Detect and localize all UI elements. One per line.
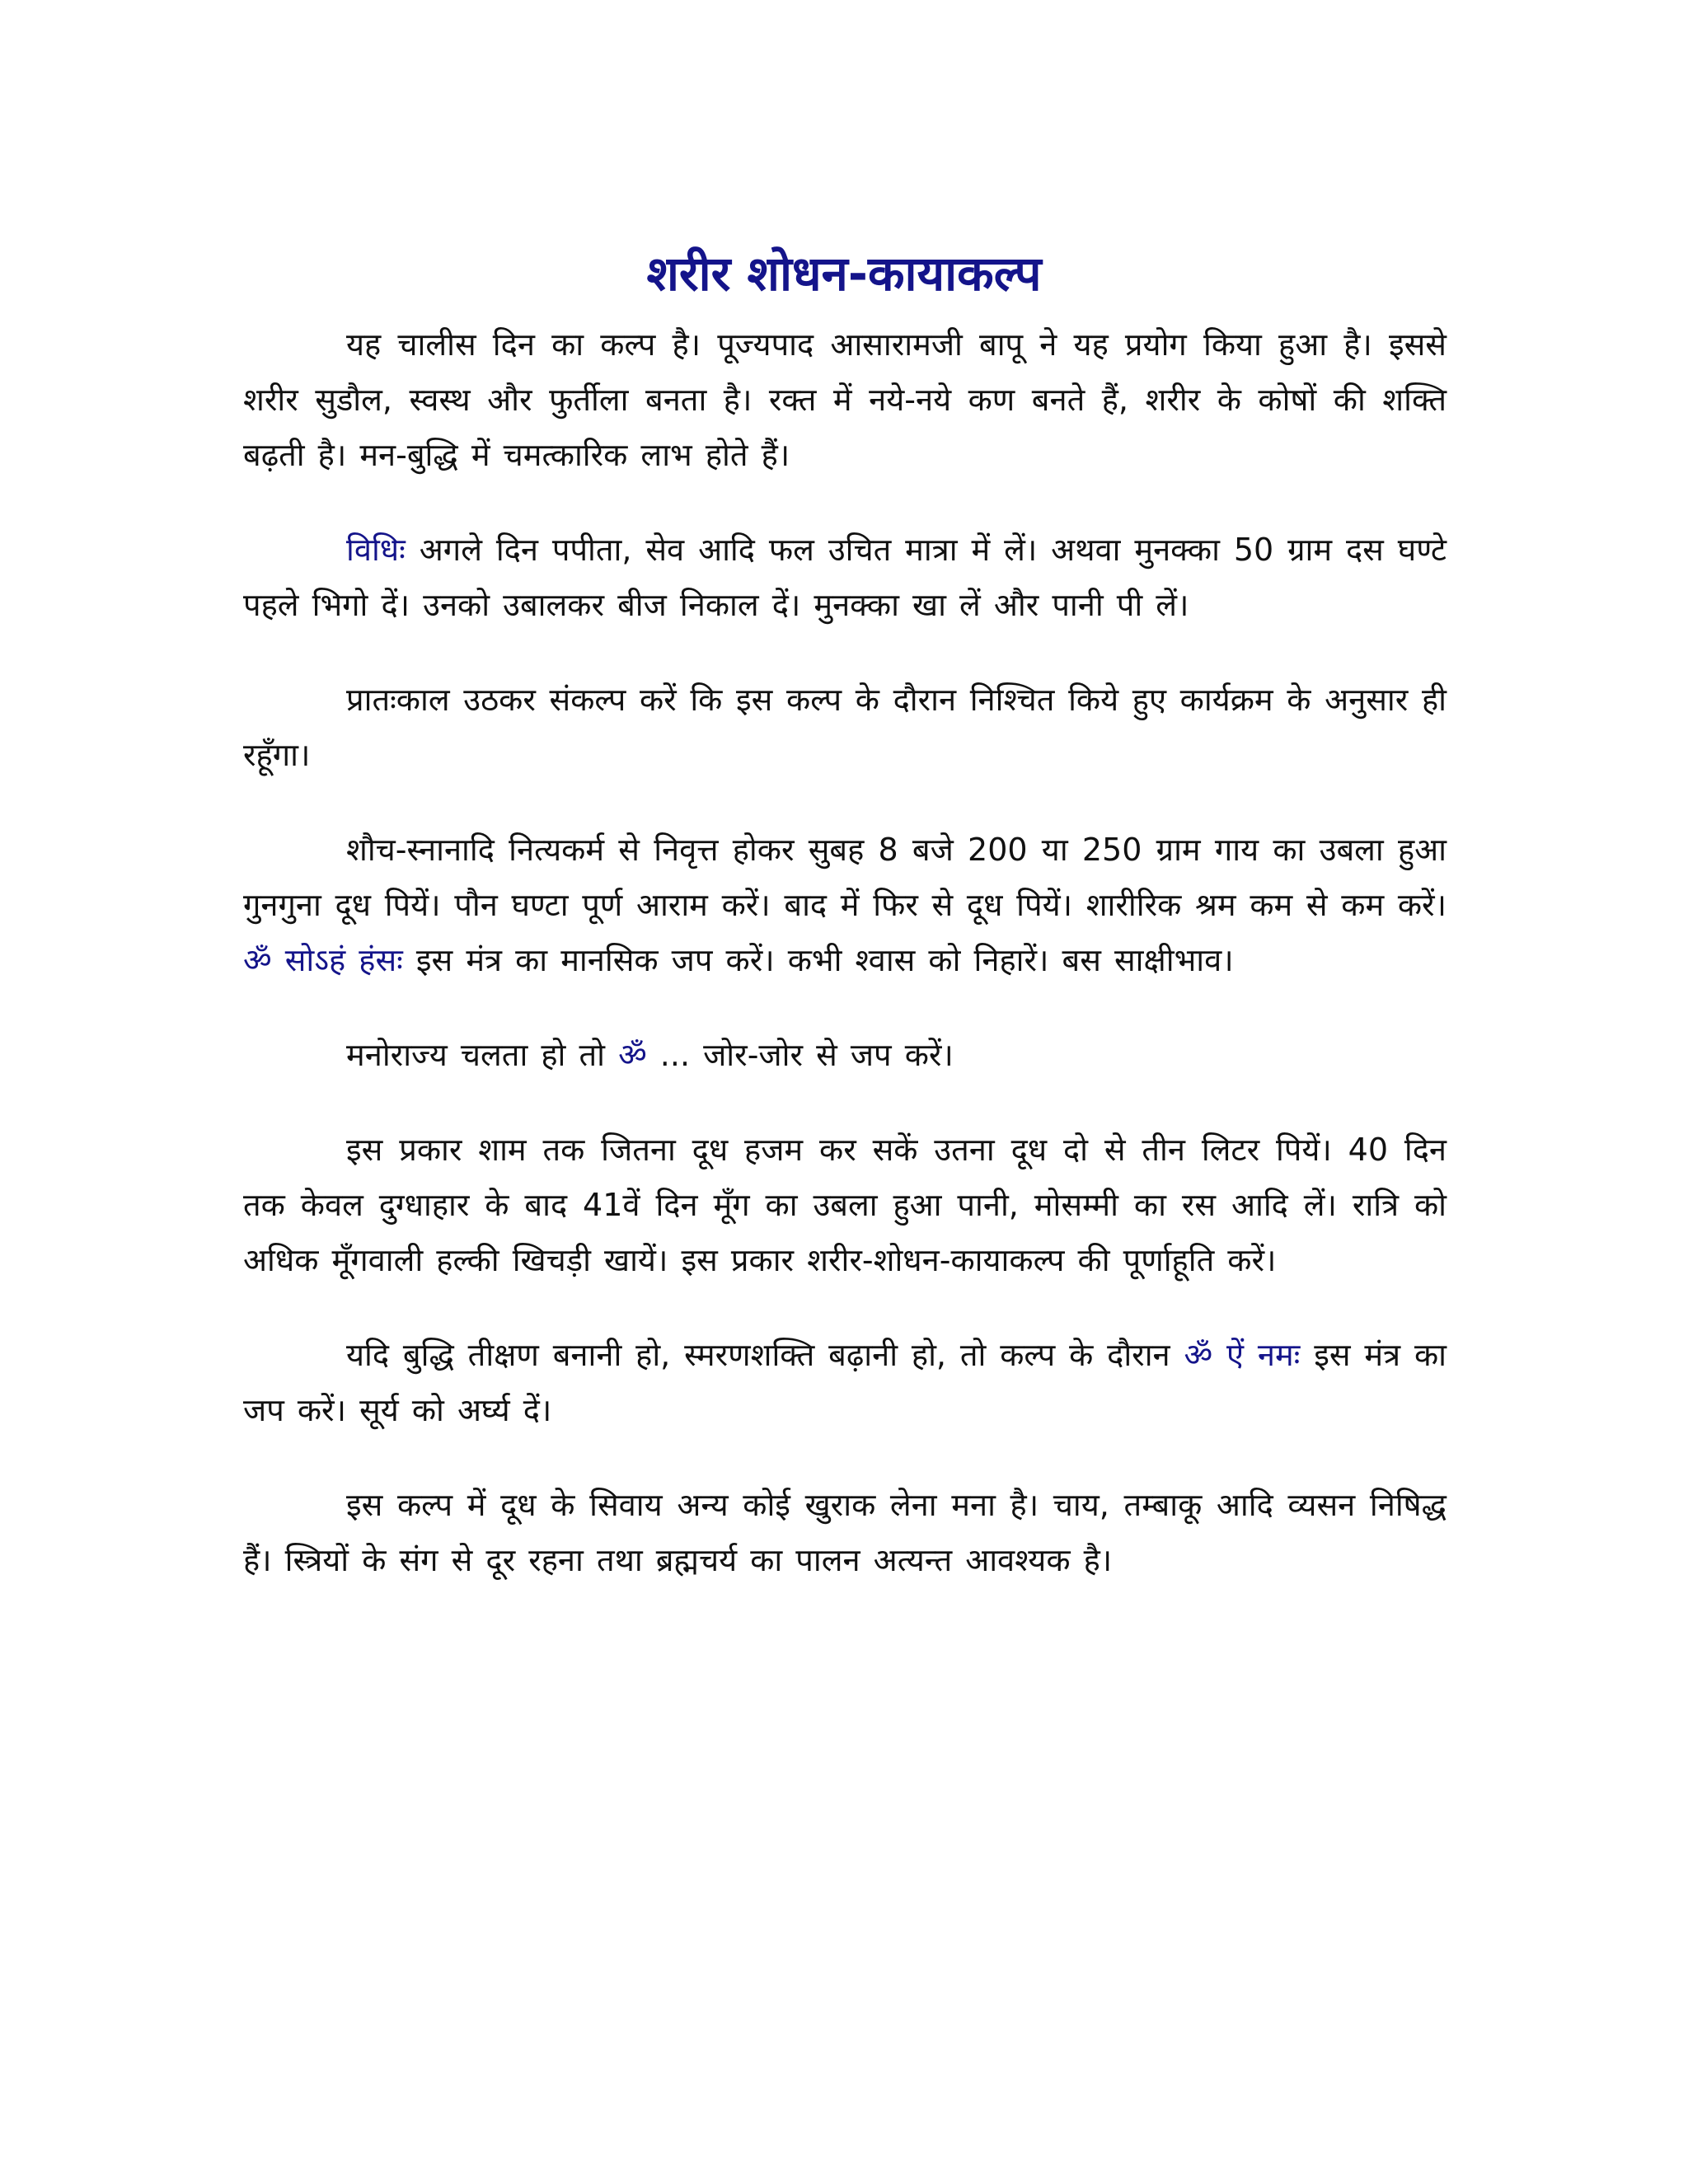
page-title: शरीर शोधन-कायाकल्प — [646, 245, 1042, 302]
paragraph-routine-after: इस मंत्र का मानसिक जप करें। कभी श्वास को निहारें। बस साक्षीभाव। — [402, 942, 1234, 978]
document-body — [243, 317, 1447, 1628]
mantra-aim-namah: ॐ ऐं नमः — [1184, 1337, 1301, 1373]
paragraph-resolve — [243, 673, 1447, 783]
paragraph-intellect-after: इस मंत्र का जप करें। सूर्य को अर्घ्य दें। — [243, 1337, 1447, 1428]
paragraph-routine — [243, 823, 1447, 988]
paragraph-method-text: अगले दिन पपीता, सेव आदि फल उचित मात्रा में लें। अथवा मुनक्का 50 ग्राम दस घण्टे पहले भिगो दें। उनको उबालकर बीज निकाल दें। मुनक्का खा लें और पानी पी लें। — [243, 532, 1447, 623]
paragraph-milk-diet — [243, 1122, 1447, 1288]
mantra-om: ॐ — [618, 1037, 647, 1073]
paragraph-restrictions — [243, 1478, 1447, 1588]
paragraph-routine-before: शौच-स्नानादि नित्यकर्म से निवृत्त होकर सुबह 8 बजे 200 या 250 ग्राम गाय का उबला हुआ गुनगुना दूध पियें। पौन घण्टा पूर्ण आराम करें। बाद में फिर से दूध पियें। शारीरिक श्रम कम से कम करें। — [243, 832, 1447, 923]
paragraph-milk-diet-text: इस प्रकार शाम तक जितना दूध हजम कर सकें उतना दूध दो से तीन लिटर पियें। 40 दिन तक केवल दुग्धाहार के बाद 41वें दिन मूँग का उबला हुआ पानी, मोसम्मी का रस आदि लें। रात्रि को अधिक मूँगवाली हल्की खिचड़ी खायें। इस प्रकार शरीर-शोधन-कायाकल्प की पूर्णाहूति करें। — [243, 1132, 1447, 1278]
paragraph-chanting-before: मनोराज्य चलता हो तो — [346, 1037, 619, 1073]
paragraph-restrictions-text: इस कल्प में दूध के सिवाय अन्य कोई खुराक लेना मना है। चाय, तम्बाकू आदि व्यसन निषिद्ध हैं। स्त्रियों के संग से दूर रहना तथा ब्रह्मचर्य का पालन अत्यन्त आवश्यक है। — [243, 1487, 1447, 1578]
method-label: विधिः — [346, 532, 406, 568]
paragraph-chanting — [243, 1028, 1447, 1083]
paragraph-resolve-text: प्रातःकाल उठकर संकल्प करें कि इस कल्प के दौरान निश्चित किये हुए कार्यक्रम के अनुसार ही रहूँगा। — [243, 682, 1447, 773]
mantra-soham: ॐ सोऽहं हंसः — [243, 942, 403, 978]
paragraph-intellect-before: यदि बुद्धि तीक्षण बनानी हो, स्मरणशक्ति बढ़ानी हो, तो कल्प के दौरान — [346, 1337, 1184, 1373]
paragraph-intellect — [243, 1328, 1447, 1438]
paragraph-method — [243, 523, 1447, 633]
paragraph-chanting-after: ... जोर-जोर से जप करें। — [646, 1037, 954, 1073]
paragraph-intro — [243, 317, 1447, 483]
paragraph-intro-text: यह चालीस दिन का कल्प है। पूज्यपाद आसारामजी बापू ने यह प्रयोग किया हुआ है। इससे शरीर सुडौल, स्वस्थ और फुर्तीला बनता है। रक्त में नये-नये कण बनते हैं, शरीर के कोषों की शक्ति बढ़ती है। मन-बुद्धि में चमत्कारिक लाभ होते हैं। — [243, 326, 1447, 473]
